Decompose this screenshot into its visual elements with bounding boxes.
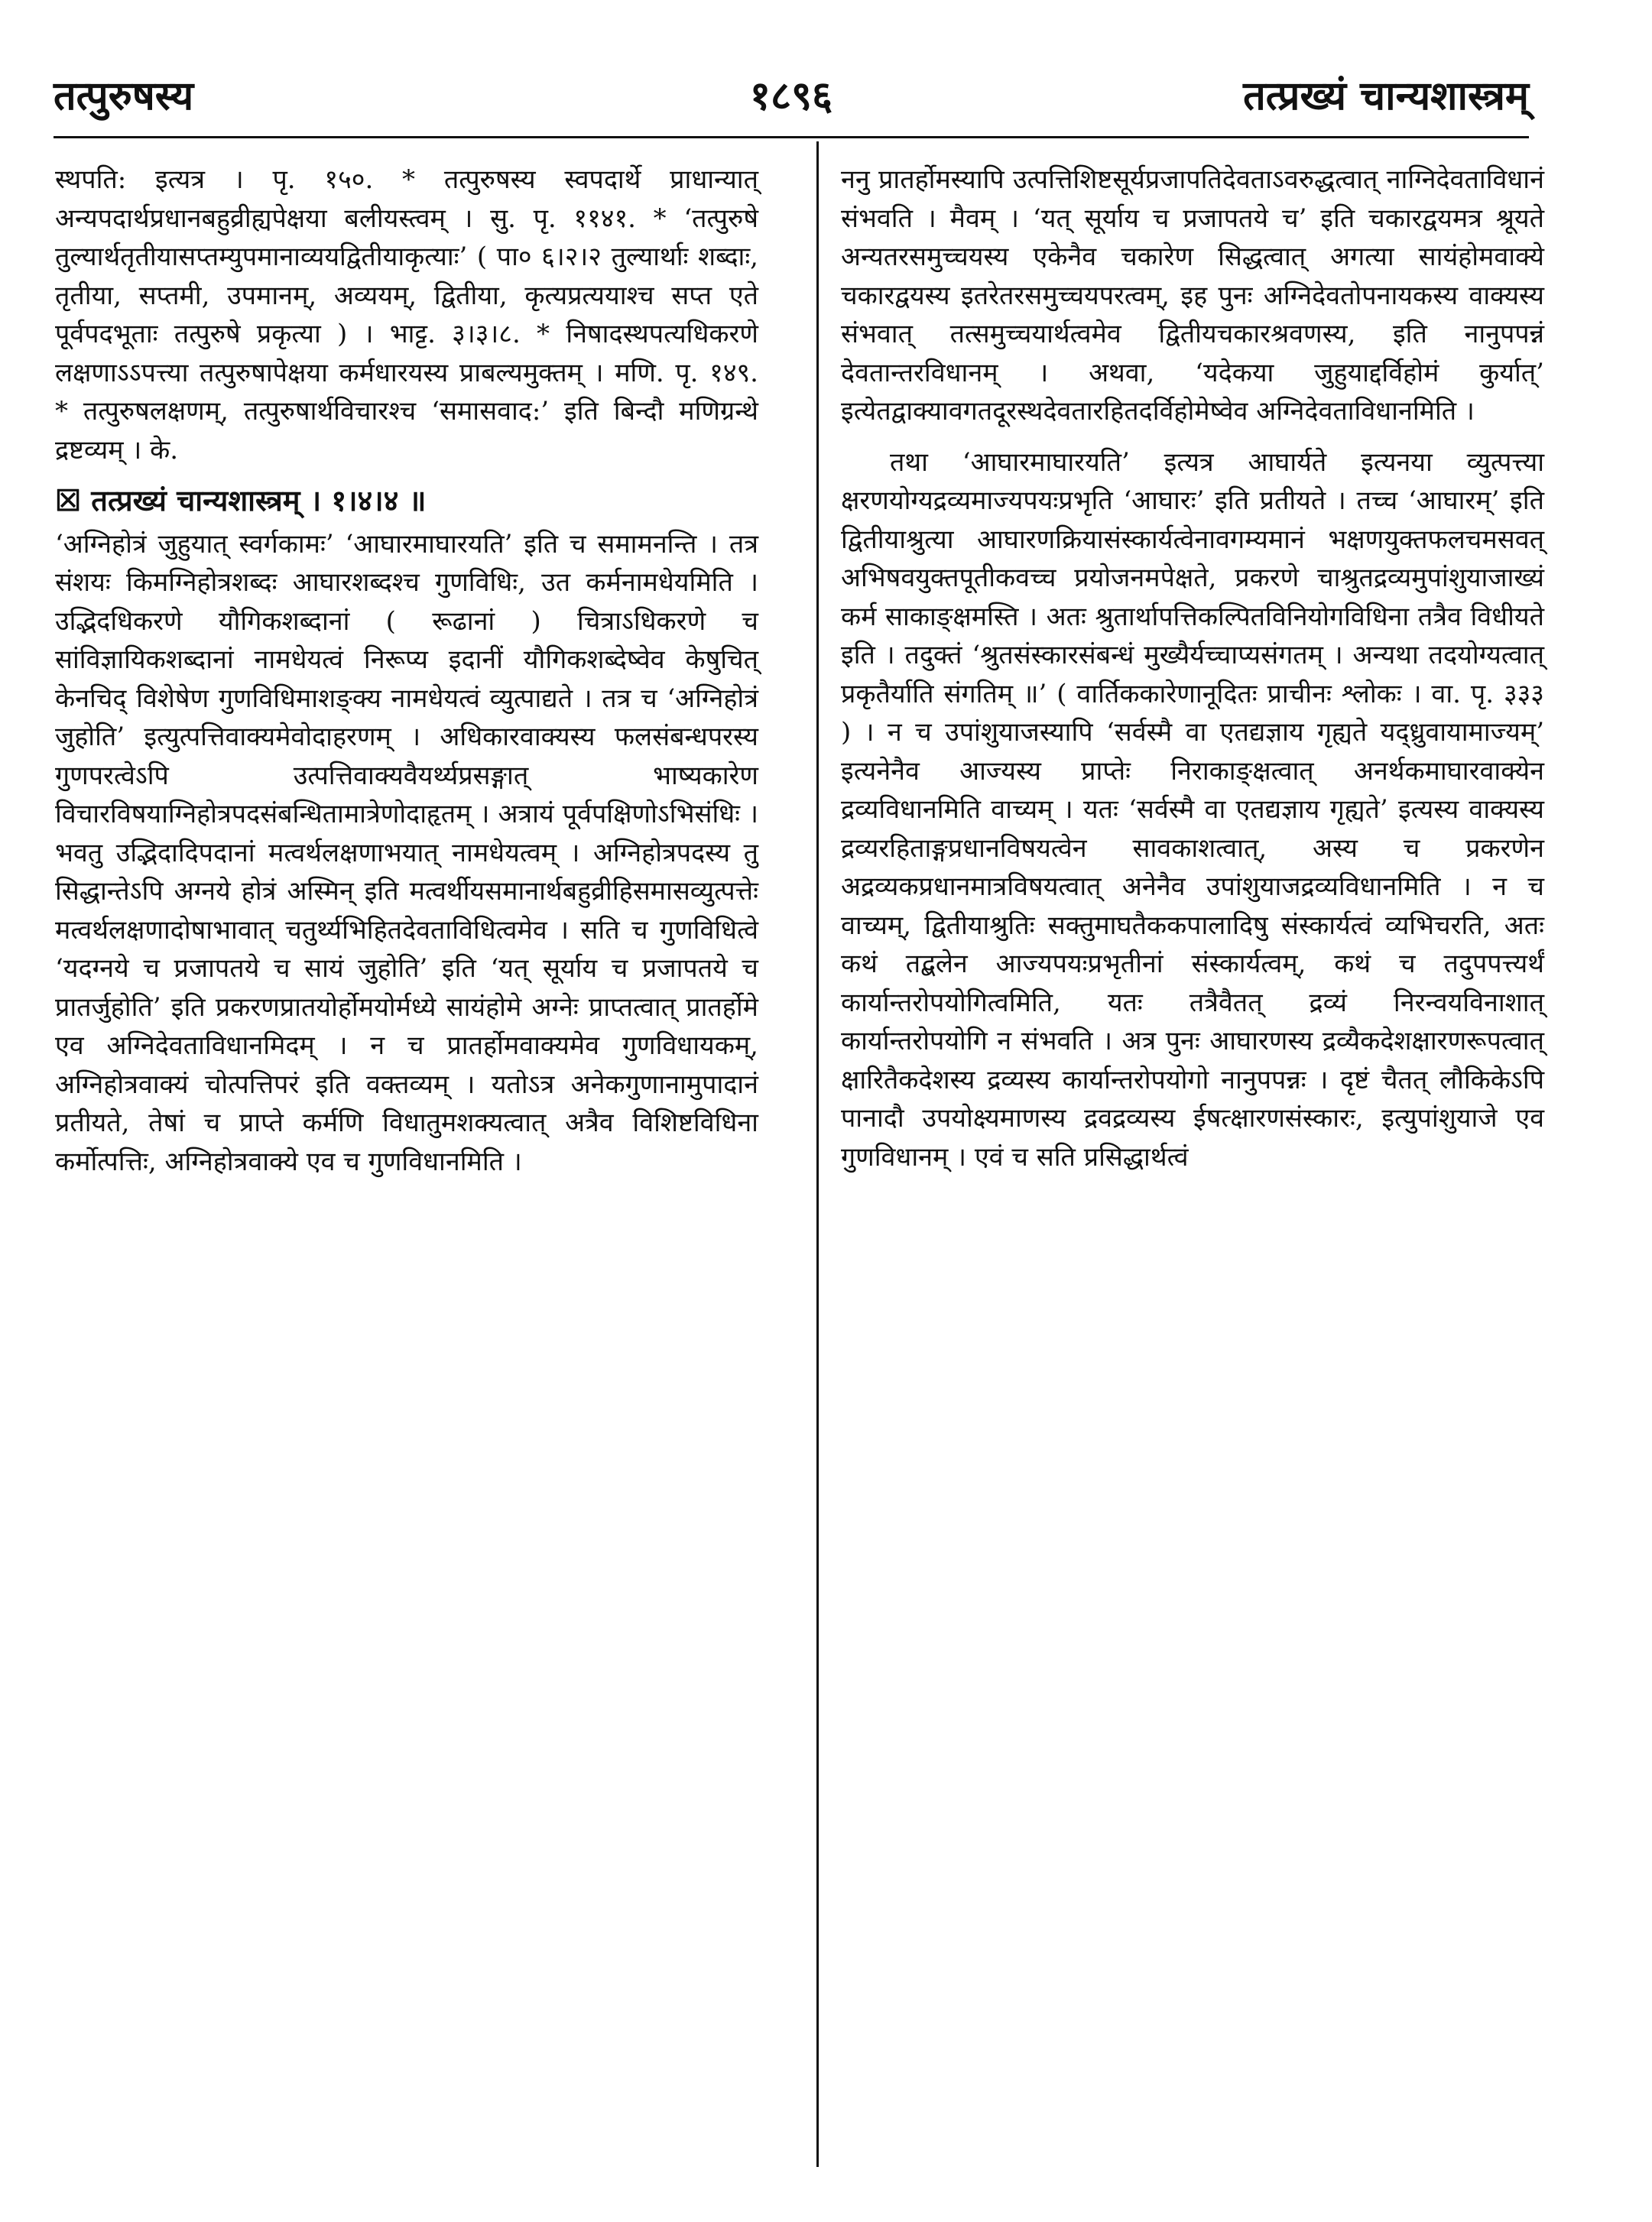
left-column	[55, 161, 758, 1181]
header-rule	[54, 136, 1529, 138]
left-paragraph-2: ‘अग्निहोत्रं जुहुयात् स्वर्गकामः’ ‘आघारमाघारयति’ इति च समामनन्ति । तत्र संशयः किमग्निहोत्रशब्दः आघारशब्दश्च गुणविधिः, उत कर्मनामधेयमिति । उद्भिदधिकरणे यौगिकशब्दानां ( रूढानां ) चित्राऽधिकरणे च सांविज्ञायिकशब्दानां नामधेयत्वं निरूप्य इदानीं यौगिकशब्देष्वेव केषुचित् केनचिद् विशेषेण गुणविधिमाशङ्क्य नामधेयत्वं व्युत्पाद्यते । तत्र च ‘अग्निहोत्रं जुहोति’ इत्युत्पत्तिवाक्यमेवोदाहरणम् । अधिकारवाक्यस्य फलसंबन्धपरस्य गुणपरत्वेऽपि उत्पत्तिवाक्यवैयर्थ्यप्रसङ्गात् भाष्यकारेण विचारविषयाग्निहोत्रपदसंबन्धितामात्रेणोदाहृतम् । अत्रायं पूर्वपक्षिणोऽभिसंधिः । भवतु उद्भिदादिपदानां मत्वर्थलक्षणाभयात् नामधेयत्वम् । अग्निहोत्रपदस्य तु सिद्धान्तेऽपि अग्नये होत्रं अस्मिन् इति मत्वर्थीयसमानार्थबहुव्रीहिसमासव्युत्पत्तेः मत्वर्थलक्षणादोषाभावात् चतुर्थ्यभिहितदेवताविधित्वमेव । सति च गुणविधित्वे ‘यदग्नये च प्रजापतये च सायं जुहोति’ इति ‘यत् सूर्याय च प्रजापतये च प्रातर्जुहोति’ इति प्रकरणप्रातयोर्होमयोर्मध्ये सायंहोमे अग्नेः प्राप्तत्वात् प्रातर्होमे एव अग्निदेवताविधानमिदम् । न च प्रातर्होमवाक्यमेव गुणविधायकम्, अग्निहोत्रवाक्यं चोत्पत्तिपरं इति वक्तव्यम् । यतोऽत्र अनेकगुणानामुपादानं प्रतीयते, तेषां च प्राप्ते कर्मणि विधातुमशक्यत्वात् अत्रैव विशिष्टविधिना कर्मोत्पत्तिः, अग्निहोत्रवाक्ये एव च गुणविधानमिति ।	[55, 528, 758, 1177]
running-head-right: तत्प्रख्यं चान्यशास्त्रम्	[1243, 73, 1529, 119]
page-header	[54, 67, 1529, 128]
running-head-left: तत्पुरुषस्य	[54, 73, 194, 119]
left-paragraph-1: स्थपति: इत्यत्र । पृ. १५०. * तत्पुरुषस्य स्वपदार्थे प्राधान्यात् अन्यपदार्थप्रधानबहुव्रीह्यपेक्षया बलीयस्त्वम् । सु. पृ. ११४१. * ‘तत्पुरुषे तुल्यार्थतृतीयासप्तम्युपमानाव्ययद्वितीयाकृत्याः’ ( पा० ६।२।२ तुल्यार्थाः शब्दाः, तृतीया, सप्तमी, उपमानम्, अव्ययम्, द्वितीया, कृत्यप्रत्ययाश्च सप्त एते पूर्वपदभूताः तत्पुरुषे प्रकृत्या ) । भाट्ट. ३।३।८. * निषादस्थपत्यधिकरणे लक्षणाऽऽपत्त्या तत्पुरुषापेक्षया कर्मधारयस्य प्राबल्यमुक्तम् । मणि. पृ. १४९. * तत्पुरुषलक्षणम्, तत्पुरुषार्थविचारश्च ‘समासवाद:’ इति बिन्दौ मणिग्रन्थे द्रष्टव्यम् । के.	[55, 164, 758, 465]
right-paragraph-2: तथा ‘आघारमाघारयति’ इत्यत्र आघार्यते इत्यनया व्युत्पत्त्या क्षरणयोग्यद्रव्यमाज्यपयःप्रभृति ‘आघारः’ इति प्रतीयते । तच्च ‘आघारम्’ इति द्वितीयाश्रुत्या आघारणक्रियासंस्कार्यत्वेनावगम्यमानं भक्षणयुक्तफलचमसवत् अभिषवयुक्तपूतीकवच्च प्रयोजनमपेक्षते, प्रकरणे चाश्रुतद्रव्यमुपांशुयाजाख्यं कर्म साकाङ्क्षमस्ति । अतः श्रुतार्थापत्तिकल्पितविनियोगविधिना तत्रैव विधीयते इति । तदुक्तं ‘श्रुतसंस्कारसंबन्धं मुख्यैर्यच्चाप्यसंगतम् । अन्यथा तदयोग्यत्वात् प्रकृतैर्याति संगतिम् ॥’ ( वार्तिककारेणानूदितः प्राचीनः श्लोकः । वा. पृ. ३३३ ) । न च उपांशुयाजस्यापि ‘सर्वस्मै वा एतद्यज्ञाय गृह्यते यद्ध्रुवायामाज्यम्’ इत्यनेनैव आज्यस्य प्राप्तेः निराकाङ्क्षत्वात् अनर्थकमाघारवाक्येन द्रव्यविधानमिति वाच्यम् । यतः ‘सर्वस्मै वा एतद्यज्ञाय गृह्यते’ इत्यस्य वाक्यस्य द्रव्यरहिताङ्गप्रधानविषयत्वेन सावकाशत्वात्, अस्य च प्रकरणेन अद्रव्यकप्रधानमात्रविषयत्वात् अनेनैव उपांशुयाजद्रव्यविधानमिति । न च वाच्यम्, द्वितीयाश्रुतिः सक्तुमाघतैककपालादिषु संस्कार्यत्वं व्यभिचरति, अतः कथं तद्बलेन आज्यपयःप्रभृतीनां संस्कार्यत्वम्, कथं च तदुपपत्त्यर्थं कार्यान्तरोपयोगित्वमिति, यतः तत्रैवैतत् द्रव्यं निरन्वयविनाशात् कार्यान्तरोपयोगि न संभवति । अत्र पुनः आघारणस्य द्रव्यैकदेशक्षारणरूपत्वात् क्षारितैकदेशस्य द्रव्यस्य कार्यान्तरोपयोगो नानुपपन्नः । दृष्टं चैतत् लौकिकेऽपि पानादौ उपयोक्ष्यमाणस्य द्रवद्रव्यस्य ईषत्क्षारणसंस्कारः, इत्युपांशुयाजे एव गुणविधानम् । एवं च सति प्रसिद्धार्थत्वं	[841, 446, 1544, 1173]
right-column	[841, 161, 1544, 1176]
page-number: १८९६	[749, 73, 833, 119]
section-heading: ☒ तत्प्रख्यं चान्यशास्त्रम् । १।४।४ ॥	[55, 483, 427, 517]
column-divider	[816, 141, 819, 2167]
right-paragraph-1: ननु प्रातर्होमस्यापि उत्पत्तिशिष्टसूर्यप्रजापतिदेवताऽवरुद्धत्वात् नाग्निदेवताविधानं संभवति । मैवम् । ‘यत् सूर्याय च प्रजापतये च’ इति चकारद्वयमत्र श्रूयते अन्यतरसमुच्चयस्य एकेनैव चकारेण सिद्धत्वात् अगत्या सायंहोमवाक्ये चकारद्वयस्य इतरेतरसमुच्चयपरत्वम्, इह पुनः अग्निदेवतोपनायकस्य वाक्यस्य संभवात् तत्समुच्चयार्थत्वमेव द्वितीयचकारश्रवणस्य, इति नानुपपन्नं देवतान्तरविधानम् । अथवा, ‘यदेकया जुहुयाद्दर्विहोमं कुर्यात्’ इत्येतद्वाक्यावगतदूरस्थदेवतारहितदर्विहोमेष्वेव अग्निदेवताविधानमिति ।	[841, 164, 1544, 427]
